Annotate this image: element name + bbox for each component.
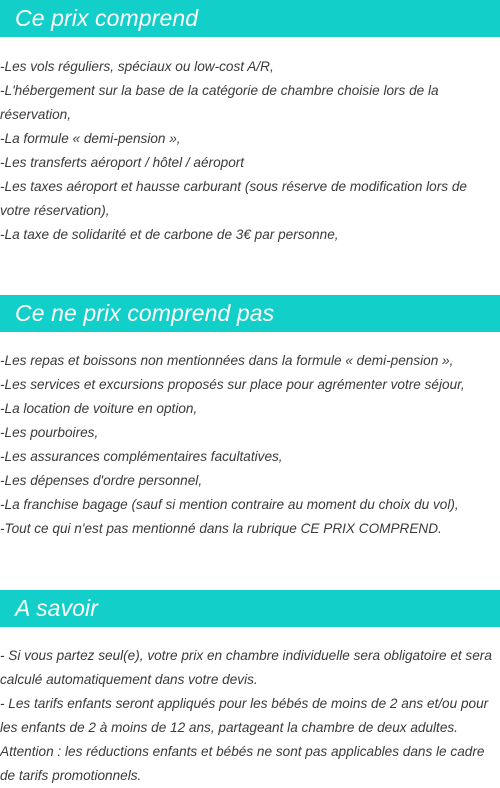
not-included-item: -La franchise bagage (sauf si mention contraire au moment du choix du vol), xyxy=(0,497,459,512)
not-included-item: -Les assurances complémentaires facultatives, xyxy=(0,449,283,464)
not-included-item: -Les pourboires, xyxy=(0,425,99,440)
section-body-not-included xyxy=(0,349,500,541)
section-header-included xyxy=(0,0,500,37)
section-header-good-to-know xyxy=(0,590,500,627)
not-included-item: -Les services et excursions proposés sur place pour agrémenter votre séjour, xyxy=(0,377,465,392)
included-item: -Les vols réguliers, spéciaux ou low-cost A/R, xyxy=(0,59,274,74)
not-included-item: -Tout ce qui n'est pas mentionné dans la rubrique CE PRIX COMPREND. xyxy=(0,521,442,536)
included-item: -Les transferts aéroport / hôtel / aéroport xyxy=(0,155,245,170)
section-title-not-included: Ce ne prix comprend pas xyxy=(15,300,275,326)
good-to-know-item: - Les tarifs enfants seront appliqués pour les bébés de moins de 2 ans et/ou pour les enfants de 2 à moins de 12 ans, partageant la chambre de deux adultes. xyxy=(0,696,489,735)
section-body-good-to-know xyxy=(0,644,500,788)
section-title-included: Ce prix comprend xyxy=(15,5,199,31)
section-title-good-to-know: A savoir xyxy=(15,595,99,621)
not-included-item: -Les dépenses d'ordre personnel, xyxy=(0,473,203,488)
good-to-know-item: - Si vous partez seul(e), votre prix en chambre individuelle sera obligatoire et sera calculé automatiquement dans votre devis. xyxy=(0,648,492,687)
section-header-not-included xyxy=(0,295,500,332)
included-item: -L'hébergement sur la base de la catégorie de chambre choisie lors de la réservation, xyxy=(0,83,439,122)
included-item: -Les taxes aéroport et hausse carburant (sous réserve de modification lors de votre réservation), xyxy=(0,179,467,218)
good-to-know-item: Attention : les réductions enfants et bébés ne sont pas applicables dans le cadre de tarifs promotionnels. xyxy=(0,744,485,783)
included-item: -La formule « demi-pension », xyxy=(0,131,181,146)
not-included-item: -Les repas et boissons non mentionnées dans la formule « demi-pension », xyxy=(0,353,454,368)
included-item: -La taxe de solidarité et de carbone de 3€ par personne, xyxy=(0,227,339,242)
section-body-included xyxy=(0,55,500,247)
not-included-item: -La location de voiture en option, xyxy=(0,401,198,416)
